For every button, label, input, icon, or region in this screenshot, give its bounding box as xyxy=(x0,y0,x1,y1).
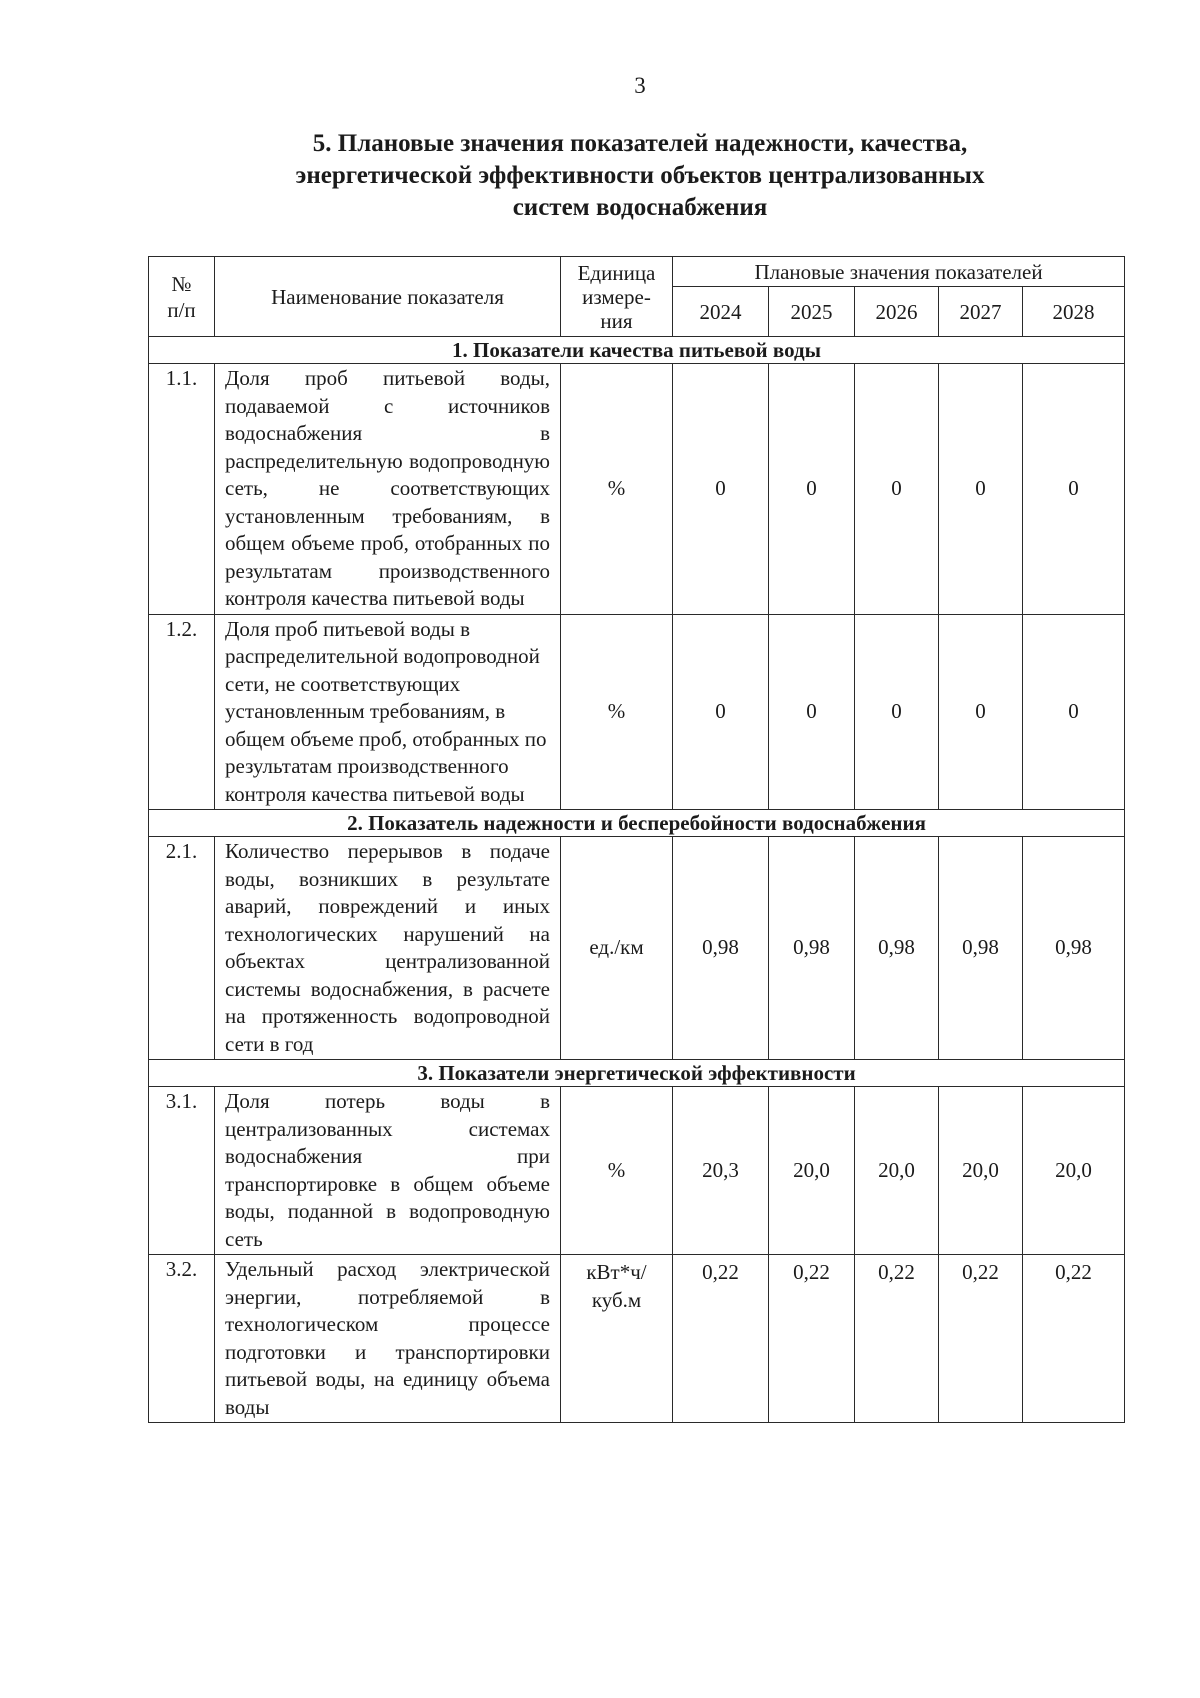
value-cell: 0 xyxy=(769,364,855,615)
value-cell: 20,0 xyxy=(855,1087,939,1255)
value-cell: 0,98 xyxy=(769,837,855,1060)
table-row xyxy=(149,1255,1125,1423)
row-number: 3.1. xyxy=(149,1087,215,1255)
page-number: 3 xyxy=(634,73,646,98)
header-number: № п/п xyxy=(149,257,215,337)
value-cell: 0 xyxy=(673,364,769,615)
row-number: 1.1. xyxy=(149,364,215,615)
value-cell: 0,22 xyxy=(855,1255,939,1423)
value-cell: 0,98 xyxy=(855,837,939,1060)
indicator-name: Количество перерывов в подаче воды, возникших в результате аварий, повреждений и иных технологических нарушений на объектах централизованной системы водоснабжения, в расчете на протяженность водопроводной сети в год xyxy=(215,837,561,1060)
title-line: 5. Плановые значения показателей надежности, качества, xyxy=(312,130,968,157)
value-cell: 0,22 xyxy=(769,1255,855,1423)
section-title: 1. Показатели качества питьевой воды xyxy=(149,337,1125,364)
row-number: 2.1. xyxy=(149,837,215,1060)
table-row xyxy=(149,837,1125,1060)
row-number: 1.2. xyxy=(149,614,215,810)
value-cell: 0 xyxy=(855,614,939,810)
table-row xyxy=(149,614,1125,810)
unit-cell: % xyxy=(561,1087,673,1255)
value-cell: 20,3 xyxy=(673,1087,769,1255)
value-cell: 0,22 xyxy=(939,1255,1023,1423)
unit-cell: % xyxy=(561,614,673,810)
value-cell: 0 xyxy=(1023,364,1125,615)
indicators-table xyxy=(148,256,1125,1423)
table-row xyxy=(149,364,1125,615)
section-title: 3. Показатели энергетической эффективности xyxy=(149,1060,1125,1087)
header-unit: Единица измере- ния xyxy=(561,257,673,337)
year-2027: 2027 xyxy=(939,287,1023,337)
table-row xyxy=(149,1087,1125,1255)
section-row xyxy=(149,337,1125,364)
value-cell: 0 xyxy=(855,364,939,615)
unit-cell: % xyxy=(561,364,673,615)
header-planned-values: Плановые значения показателей xyxy=(673,257,1125,287)
unit-cell: ед./км xyxy=(561,837,673,1060)
value-cell: 0,22 xyxy=(1023,1255,1125,1423)
year-2024: 2024 xyxy=(673,287,769,337)
value-cell: 0 xyxy=(939,364,1023,615)
header-indicator-name: Наименование показателя xyxy=(215,257,561,337)
year-2026: 2026 xyxy=(855,287,939,337)
value-cell: 20,0 xyxy=(769,1087,855,1255)
indicator-name: Доля проб питьевой воды, подаваемой с источников водоснабжения в распределительную водопроводную сеть, не соответствующих установленным требованиям, в общем объеме проб, отобранных по результатам производственного контроля качества питьевой воды xyxy=(215,364,561,615)
value-cell: 0 xyxy=(673,614,769,810)
title-line: энергетической эффективности объектов централизованных xyxy=(295,162,985,189)
value-cell: 0 xyxy=(769,614,855,810)
document-title xyxy=(200,128,1080,224)
section-row xyxy=(149,1060,1125,1087)
unit-cell: кВт*ч/ куб.м xyxy=(561,1255,673,1423)
indicator-name: Удельный расход электрической энергии, потребляемой в технологическом процессе подготовки и транспортировки питьевой воды, на единицу объема воды xyxy=(215,1255,561,1423)
row-number: 3.2. xyxy=(149,1255,215,1423)
header-row xyxy=(149,257,1125,287)
year-2025: 2025 xyxy=(769,287,855,337)
section-title: 2. Показатель надежности и бесперебойности водоснабжения xyxy=(149,810,1125,837)
value-cell: 20,0 xyxy=(1023,1087,1125,1255)
value-cell: 0,98 xyxy=(1023,837,1125,1060)
value-cell: 0,22 xyxy=(673,1255,769,1423)
value-cell: 0 xyxy=(939,614,1023,810)
title-line: систем водоснабжения xyxy=(512,194,768,221)
value-cell: 0,98 xyxy=(673,837,769,1060)
section-row xyxy=(149,810,1125,837)
indicator-name: Доля проб питьевой воды в распределительной водопроводной сети, не соответствующих установленным требованиям, в общем объеме проб, отобранных по результатам производственного контроля качества питьевой воды xyxy=(215,614,561,810)
value-cell: 20,0 xyxy=(939,1087,1023,1255)
indicator-name: Доля потерь воды в централизованных системах водоснабжения при транспортировке в общем объеме воды, поданной в водопроводную сеть xyxy=(215,1087,561,1255)
value-cell: 0,98 xyxy=(939,837,1023,1060)
year-2028: 2028 xyxy=(1023,287,1125,337)
value-cell: 0 xyxy=(1023,614,1125,810)
